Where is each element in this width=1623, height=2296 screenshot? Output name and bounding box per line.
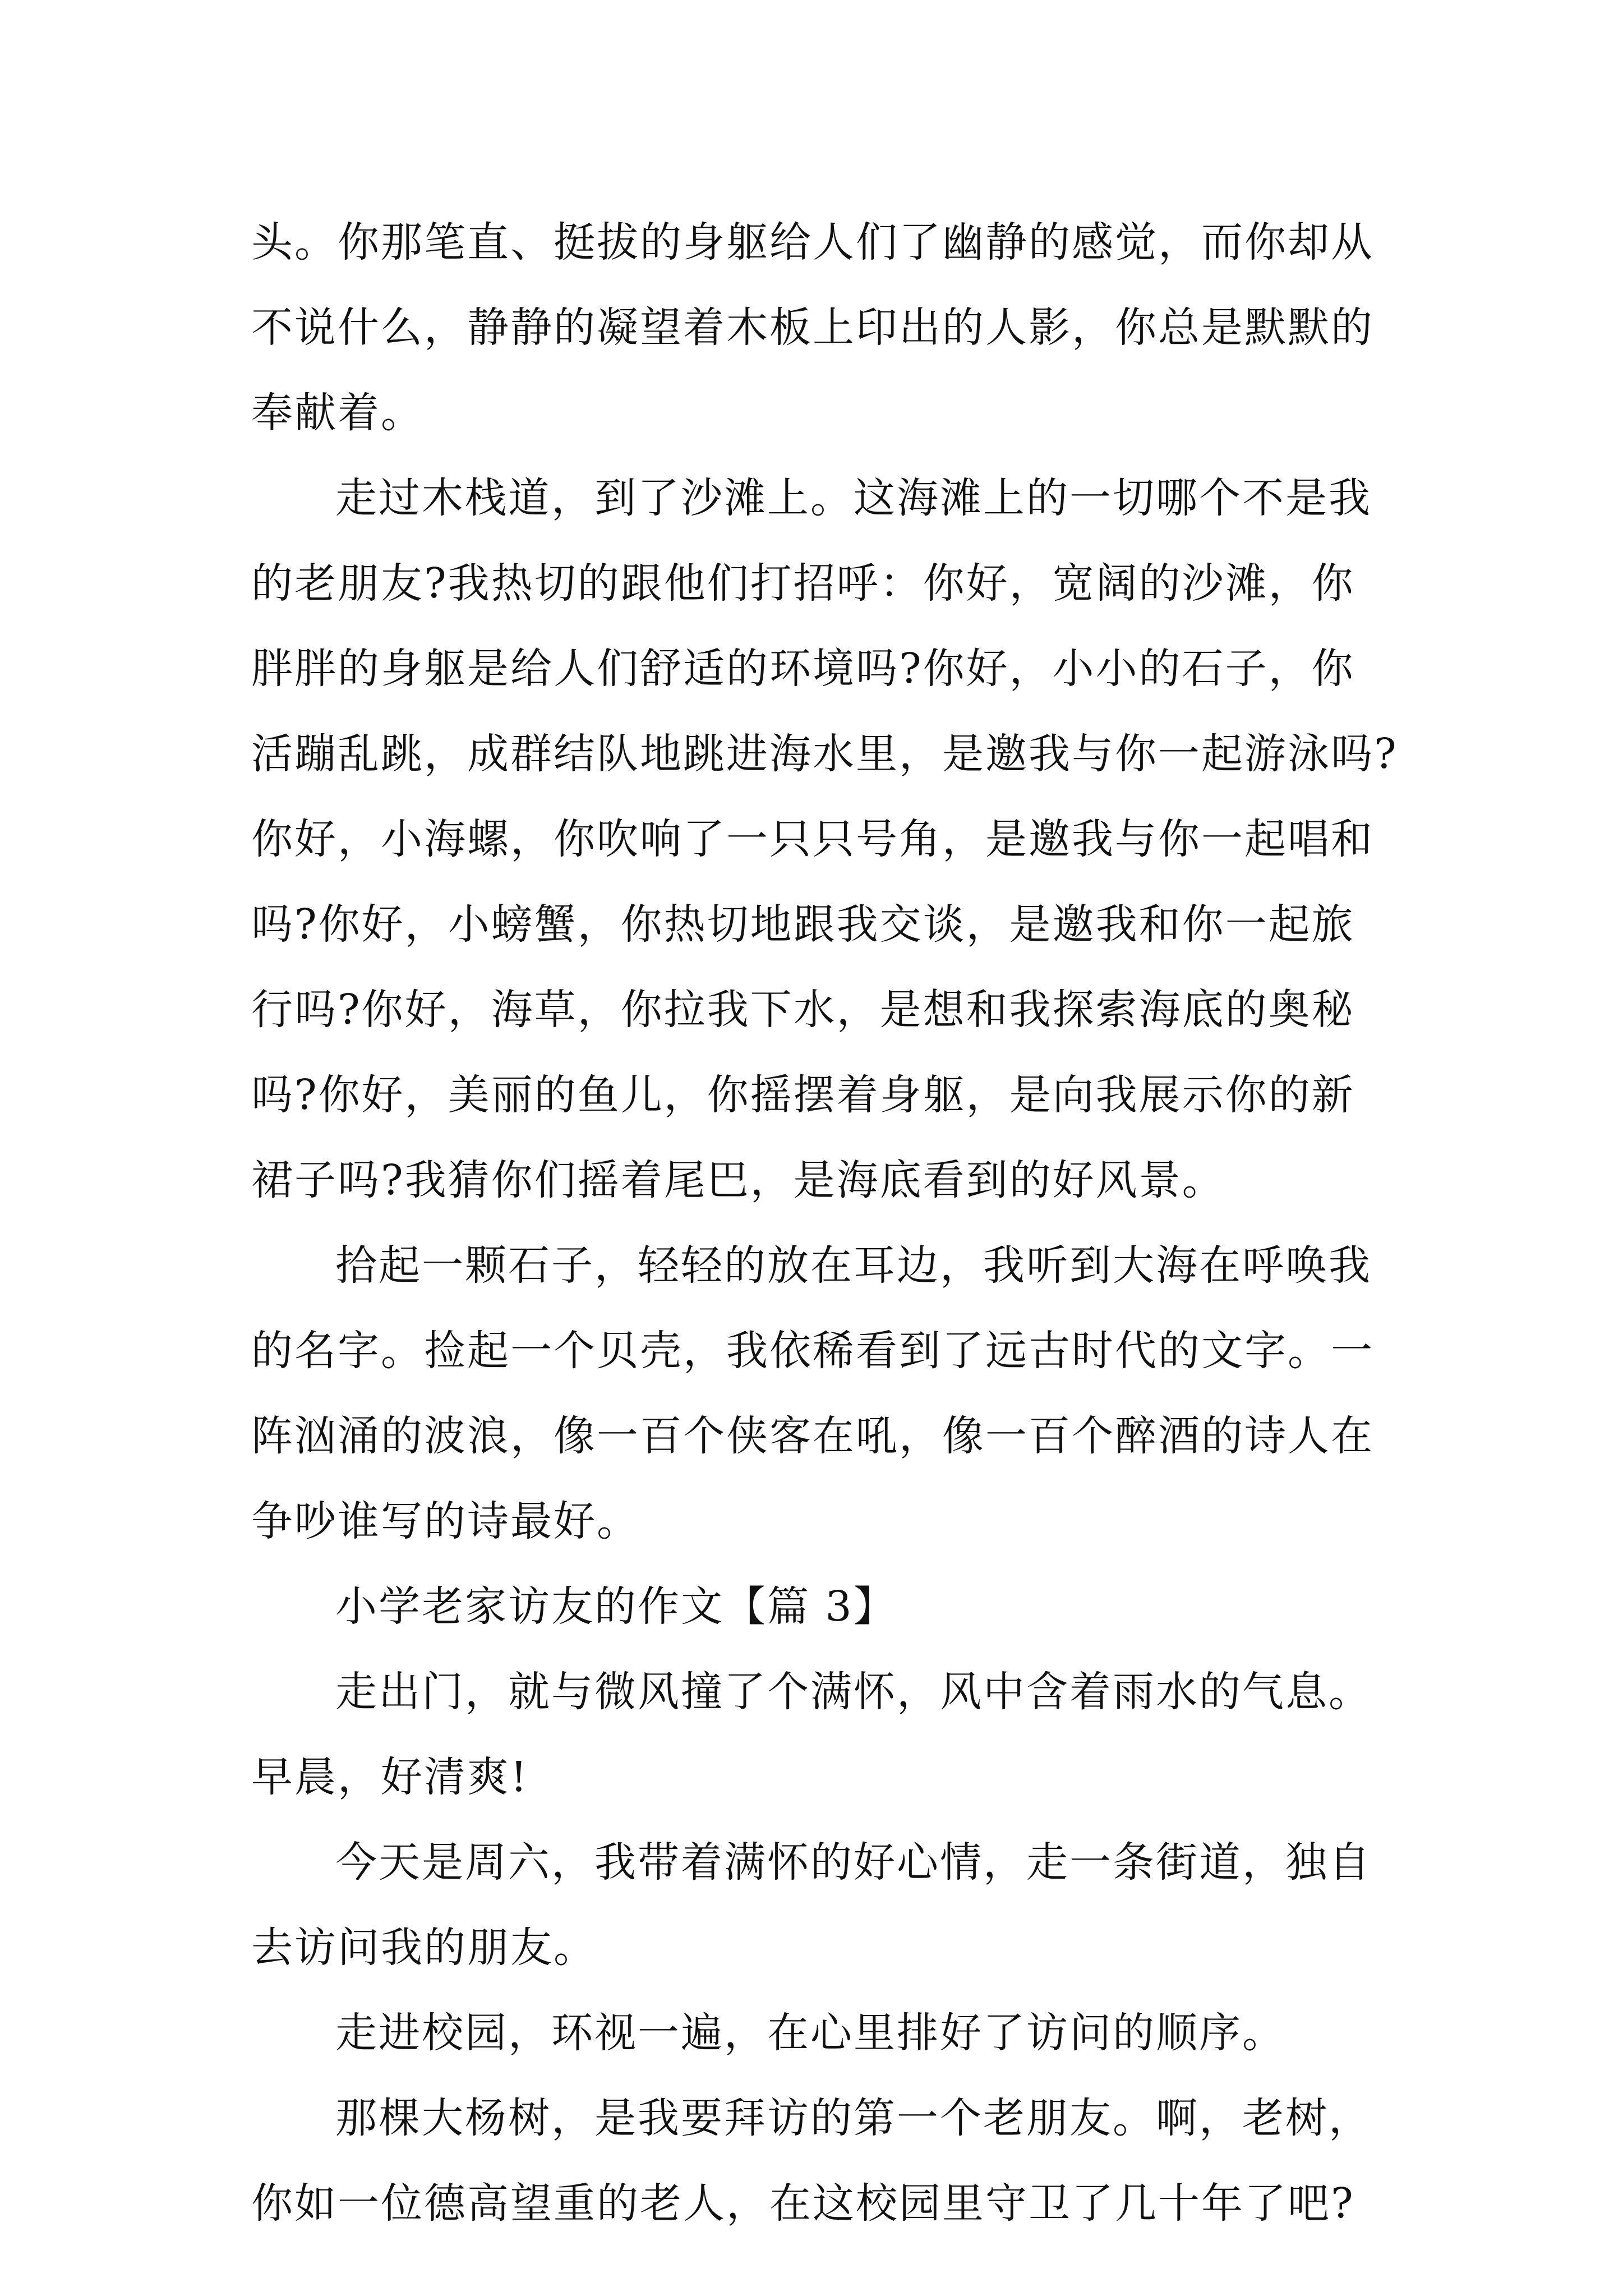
text-line: 走进校园，环视一遍，在心里排好了访问的顺序。: [335, 2009, 1285, 2057]
text-line: 活蹦乱跳，成群结队地跳进海水里，是邀我与你一起游泳吗?: [251, 730, 1398, 778]
paragraph: [251, 200, 1384, 455]
text-line: 你好，小海螺，你吹响了一只只号角，是邀我与你一起唱和: [251, 815, 1374, 863]
text-line: 奉献着。: [251, 389, 424, 437]
text-line: 吗?你好，小螃蟹，你热切地跟我交谈，是邀我和你一起旅: [251, 900, 1355, 949]
text-line: 今天是周六，我带着满怀的好心情，走一条街道，独自: [335, 1838, 1372, 1887]
paragraph: [251, 1649, 1384, 1820]
section-heading: [251, 1564, 1384, 1649]
text-line: 裙子吗?我猜你们摇着尾巴，是海底看到的好风景。: [251, 1156, 1225, 1204]
document-body: [251, 200, 1398, 2246]
paragraph: [251, 1990, 1384, 2076]
text-line: 争吵谁写的诗最好。: [251, 1497, 640, 1545]
text-line: 走过木栈道，到了沙滩上。这海滩上的一切哪个不是我: [335, 474, 1372, 522]
text-line: 行吗?你好，海草，你拉我下水，是想和我探索海底的奥秘: [251, 986, 1355, 1034]
paragraph: [251, 1820, 1384, 1990]
text-line: 走出门，就与微风撞了个满怀，风中含着雨水的气息。: [335, 1668, 1372, 1716]
text-line: 你如一位德高望重的老人，在这校园里守卫了几十年了吧?: [251, 2179, 1355, 2228]
heading-text: 小学老家访友的作文【篇 3】: [335, 1582, 897, 1631]
text-line: 的老朋友?我热切的跟他们打招呼：你好，宽阔的沙滩，你: [251, 559, 1355, 608]
paragraph: [251, 1223, 1384, 1564]
text-line: 拾起一颗石子，轻轻的放在耳边，我听到大海在呼唤我: [335, 1241, 1372, 1290]
text-line: 的名字。捡起一个贝壳，我依稀看到了远古时代的文字。一: [251, 1327, 1374, 1375]
text-line: 早晨，好清爽!: [251, 1753, 529, 1801]
text-line: 吗?你好，美丽的鱼儿，你摇摆着身躯，是向我展示你的新: [251, 1071, 1355, 1119]
text-line: 头。你那笔直、挺拔的身躯给人们了幽静的感觉，而你却从: [251, 218, 1374, 266]
text-line: 不说什么，静静的凝望着木板上印出的人影，你总是默默的: [251, 303, 1374, 352]
text-line: 那棵大杨树，是我要拜访的第一个老朋友。啊，老树，: [335, 2094, 1372, 2142]
text-line: 阵汹涌的波浪，像一百个侠客在吼，像一百个醉酒的诗人在: [251, 1412, 1374, 1460]
text-line: 去访问我的朋友。: [251, 1924, 597, 1972]
text-line: 胖胖的身躯是给人们舒适的环境吗?你好，小小的石子，你: [251, 645, 1355, 693]
paragraph: [251, 2076, 1384, 2246]
paragraph: [251, 455, 1398, 1223]
